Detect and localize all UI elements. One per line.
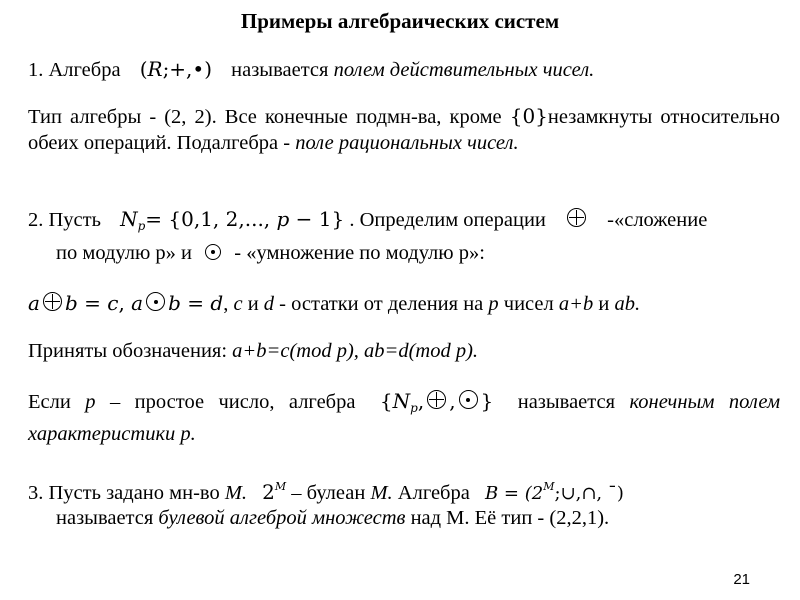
p4-p: p bbox=[488, 293, 499, 315]
p6-italic-b: полем характеристики р. bbox=[28, 391, 781, 445]
paragraph-6 bbox=[28, 388, 780, 447]
p6-text-c: называется bbox=[517, 391, 616, 413]
page-title: Примеры алгебраических систем bbox=[240, 9, 560, 33]
formula-boolean: $2^M$ bbox=[262, 480, 287, 504]
p7-text-a: – булеан bbox=[291, 482, 366, 504]
circled-dot-icon bbox=[146, 292, 165, 311]
paragraph-5 bbox=[28, 338, 780, 364]
circled-plus-icon bbox=[427, 390, 446, 409]
circled-dot-icon bbox=[459, 390, 478, 409]
p6-p: p bbox=[85, 391, 96, 413]
p6-text-a: Если bbox=[28, 391, 71, 413]
p6-text-b: – простое число, алгебра bbox=[109, 391, 356, 413]
paragraph-7-line-1 bbox=[28, 474, 780, 507]
p5-text: Приняты обозначения: bbox=[28, 340, 228, 362]
p3-line2-b: - «умножение по модулю р»: bbox=[234, 242, 485, 264]
p7-line2-b: над М. Её тип - (2,2,1). bbox=[410, 507, 610, 529]
p3-line2-a: по модулю р» и bbox=[56, 242, 193, 264]
formula-np: $N_p= \{0,1$, 2,..., p − 1} bbox=[120, 207, 345, 233]
p4-comma: , bbox=[223, 293, 234, 315]
p3-prefix: 2. Пусть bbox=[28, 209, 101, 231]
p1-prefix: 1. Алгебра bbox=[28, 59, 121, 81]
p4-apb: a+b bbox=[558, 293, 594, 315]
p2-text-b: незамкнуты относительно обеих операций. Подалгебра - bbox=[28, 106, 781, 154]
p7-text-b: Алгебра bbox=[397, 482, 470, 504]
p6-italic-a: конечным bbox=[629, 391, 715, 413]
circled-plus-icon bbox=[43, 292, 62, 311]
paragraph-7-line-2 bbox=[56, 505, 800, 531]
formula-finite-field: {$N_p$, , } bbox=[379, 389, 494, 415]
p7-M1: M. bbox=[224, 482, 248, 504]
p3-text-b: -«сложение bbox=[607, 209, 708, 231]
page-number: 21 bbox=[733, 571, 750, 588]
formula-real-field: (R;+,•) bbox=[139, 57, 213, 81]
paragraph-2 bbox=[28, 103, 780, 156]
paragraph-4 bbox=[28, 290, 780, 317]
p7-line2-a: называется bbox=[56, 507, 154, 529]
p2-text-a: Тип алгебры - (2, 2). Все конечные подмн-ва, кроме bbox=[28, 106, 502, 128]
p1-text: называется bbox=[231, 59, 329, 81]
p7-M2: M. bbox=[370, 482, 393, 504]
paragraph-1 bbox=[28, 56, 780, 83]
circled-plus-icon bbox=[567, 208, 586, 227]
p4-d: d bbox=[263, 293, 275, 315]
p7-line2-italic: булевой алгеброй множеств bbox=[158, 507, 406, 529]
p3-text-a: . Определим операции bbox=[349, 209, 546, 231]
formula-mod-ops: a b = c, a b = d bbox=[28, 291, 224, 315]
p4-text-b: - остатки от деления на bbox=[274, 293, 484, 315]
paragraph-3-line-2 bbox=[56, 240, 800, 266]
p4-ab: ab. bbox=[614, 293, 641, 315]
circled-dot-icon bbox=[205, 244, 221, 260]
p1-italic: полем действительных чисел. bbox=[333, 59, 595, 81]
set-zero: {0} bbox=[509, 104, 548, 128]
paragraph-3-line-1 bbox=[28, 206, 780, 239]
p4-and2: и bbox=[598, 293, 610, 315]
p4-c: c bbox=[233, 293, 243, 315]
p2-italic: поле рациональных чисел. bbox=[295, 132, 519, 154]
p5-italic: a+b=c(mod p), ab=d(mod p). bbox=[232, 340, 479, 362]
p7-prefix: 3. Пусть задано мн-во bbox=[28, 482, 220, 504]
p4-and: и bbox=[242, 293, 264, 315]
p4-text-c: чисел bbox=[503, 293, 554, 315]
formula-boolean-algebra: $B = (2^M;\cup,\cap$, ¯) bbox=[484, 480, 624, 504]
